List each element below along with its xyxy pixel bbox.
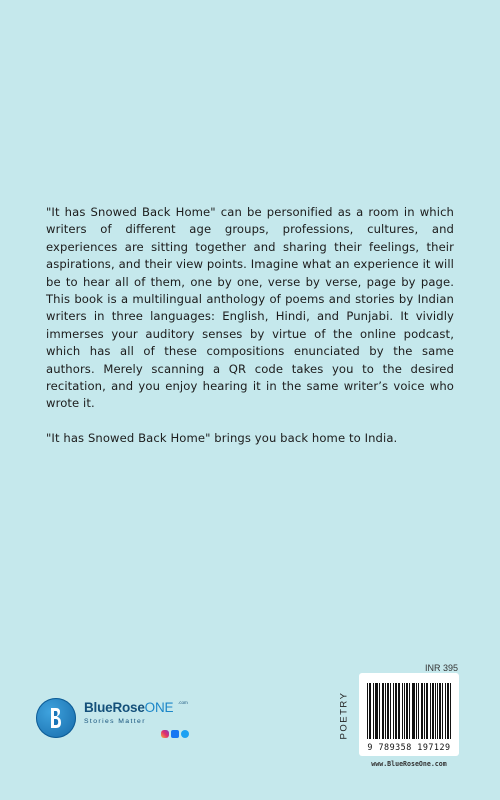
barcode-bar <box>396 683 397 739</box>
barcode-bar <box>398 683 399 739</box>
barcode-bar <box>399 683 400 739</box>
barcode-bar <box>413 683 414 739</box>
publisher-domain-suffix: .com <box>178 700 188 705</box>
genre-text: POETRY <box>338 691 350 739</box>
barcode-bar <box>373 683 374 739</box>
barcode-bar <box>402 683 403 739</box>
barcode-bar <box>387 683 388 739</box>
barcode-bar <box>439 683 440 739</box>
instagram-icon <box>161 730 169 738</box>
genre-label <box>331 680 357 750</box>
barcode-bar <box>383 683 384 739</box>
b-letter-icon <box>49 706 63 730</box>
barcode-bar <box>426 683 427 739</box>
barcode-bar <box>450 683 451 739</box>
barcode-bar <box>367 683 368 739</box>
facebook-icon <box>171 730 179 738</box>
publisher-logo-badge <box>36 698 76 738</box>
barcode-bar <box>404 683 405 739</box>
barcode-bar <box>369 683 370 739</box>
barcode-bar <box>375 683 376 739</box>
barcode-bar <box>395 683 396 739</box>
barcode-bar <box>416 683 417 739</box>
barcode-bar <box>448 683 449 739</box>
publisher-name <box>84 700 173 715</box>
barcode-bar <box>379 683 380 739</box>
barcode-bar <box>407 683 408 739</box>
publisher-website: www.BlueRoseOne.com <box>371 760 447 768</box>
blurb-paragraph-1: "It has Snowed Back Home" can be personified as a room in which writers of different age groups, professions, cultures, and experiences are sitting together and sharing their feelings, their aspirations, and their view points. Imagine what an experience it will be to hear all of them, one by one, verse by verse, page by page. This book is a multilingual anthology of poems and stories by Indian writers in three languages: English, Hindi, and Punjabi. It vividly immerses your auditory senses by virtue of the online podcast, which has all of these compositions enunciated by the same authors. Merely scanning a QR code takes you to the desired recitation, and you enjoy hearing it in the same writer’s voice who wrote it. <box>46 205 454 411</box>
barcode-bar <box>409 683 410 739</box>
publisher-name-part2: ONE <box>144 700 174 715</box>
isbn-number: 9 789358 197129 <box>367 742 451 752</box>
back-cover-blurb <box>46 204 454 464</box>
social-icons <box>161 730 189 738</box>
barcode-bar <box>414 683 415 739</box>
barcode-bar <box>377 683 378 739</box>
price-label: INR 395 <box>424 663 458 673</box>
barcode-bar <box>427 683 428 739</box>
barcode-bars <box>367 683 451 739</box>
barcode-bar <box>442 683 443 739</box>
barcode-bar <box>370 683 371 739</box>
twitter-icon <box>181 730 189 738</box>
barcode-bar <box>447 683 448 739</box>
publisher-logo <box>36 696 196 746</box>
barcode-bar <box>376 683 377 739</box>
barcode-bar <box>388 683 389 739</box>
barcode-bar <box>440 683 441 739</box>
barcode-bar <box>433 683 434 739</box>
barcode-bar <box>418 683 419 739</box>
barcode-bar <box>445 683 446 739</box>
publisher-name-part1: BlueRose <box>84 700 145 715</box>
barcode-bar <box>435 683 436 739</box>
barcode-bar <box>437 683 438 739</box>
barcode-bar <box>393 683 394 739</box>
barcode-bar <box>412 683 413 739</box>
barcode-bar <box>385 683 386 739</box>
barcode-bar <box>421 683 422 739</box>
barcode-bar <box>406 683 407 739</box>
barcode-bar <box>430 683 431 739</box>
barcode-bar <box>390 683 391 739</box>
barcode-bar <box>424 683 425 739</box>
barcode-bar <box>382 683 383 739</box>
barcode <box>359 673 459 756</box>
barcode-bar <box>422 683 423 739</box>
barcode-bar <box>432 683 433 739</box>
publisher-tagline: Stories Matter <box>84 718 146 725</box>
blurb-paragraph-2: "It has Snowed Back Home" brings you back home to India. <box>46 430 398 445</box>
